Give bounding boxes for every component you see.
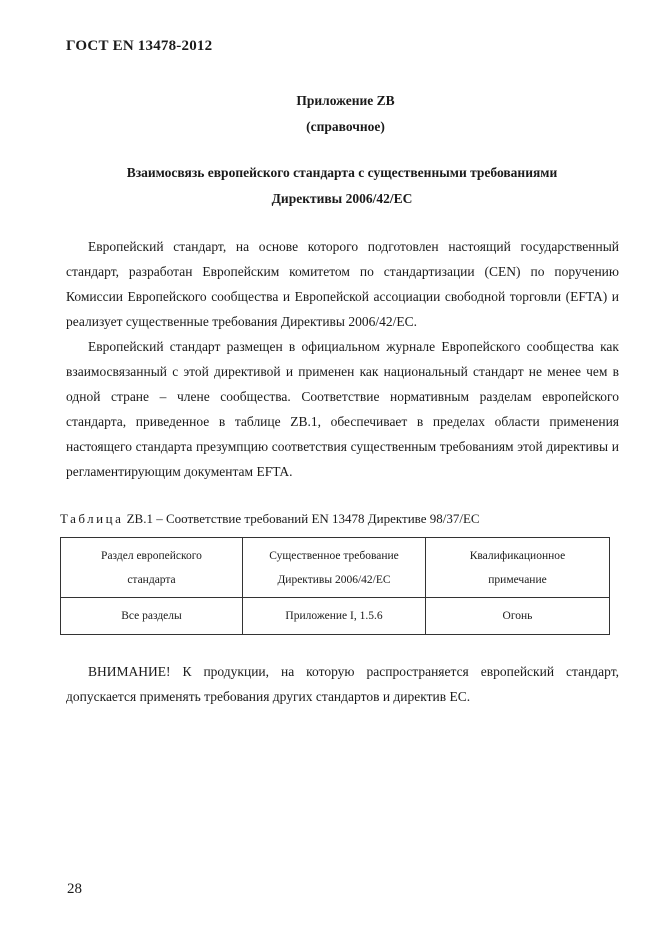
body-text <box>66 234 619 484</box>
standard-code: ГОСТ EN 13478-2012 <box>66 38 213 54</box>
paragraph: Европейский стандарт, на основе которого подготовлен настоящий государственный стандарт, разработан Европейским комитетом по стандартизации (CEN) по поручению Комиссии Европейского сообщества и Европейской ассоциации свободной торговли (EFTA) и реализует существенные требования Директивы 2006/42/ЕС. <box>66 239 619 329</box>
paragraph: Европейский стандарт размещен в официальном журнале Европейского сообщества как взаимосвязанный с этой директивой и применен как национальный стандарт не менее чем в одной стране – члене сообщества. Соответствие нормативным разделам европейского стандарта, приведенное в таблице ZB.1, обеспечивает в пределах области применения настоящего стандарта презумпцию соответствия существенным требованиям этой директивы и регламентирующим документам EFTA. <box>66 339 619 479</box>
column-header-note: Квалификационное примечание <box>426 538 610 598</box>
section-title-line2: Директивы 2006/42/ЕС <box>271 191 413 206</box>
notice-text: ВНИМАНИЕ! К продукции, на которую распространяется европейский стандарт, допускается применять требования других стандартов и директив ЕС. <box>66 664 619 704</box>
requirements-table <box>60 537 610 635</box>
table-cell: Все разделы <box>61 598 243 635</box>
section-title <box>66 160 618 212</box>
annex-title: Приложение ZB <box>296 93 395 108</box>
page-number: 28 <box>67 881 82 897</box>
table-caption-label: Таблица <box>60 511 124 526</box>
table-row <box>61 598 610 635</box>
annex-status: (справочное) <box>306 119 385 134</box>
annex-heading <box>0 88 661 140</box>
table-header-row <box>61 538 610 598</box>
column-header-section: Раздел европейского стандарта <box>61 538 243 598</box>
table-caption-text: ZB.1 – Соответствие требований EN 13478 Директиве 98/37/ЕС <box>126 511 480 526</box>
notice <box>66 659 619 709</box>
table-cell: Приложение I, 1.5.6 <box>243 598 426 635</box>
column-header-requirement: Существенное требование Директивы 2006/42/ЕС <box>243 538 426 598</box>
table-cell: Огонь <box>426 598 610 635</box>
table-caption <box>60 511 480 527</box>
section-title-line1: Взаимосвязь европейского стандарта с существенными требованиями <box>126 165 558 180</box>
